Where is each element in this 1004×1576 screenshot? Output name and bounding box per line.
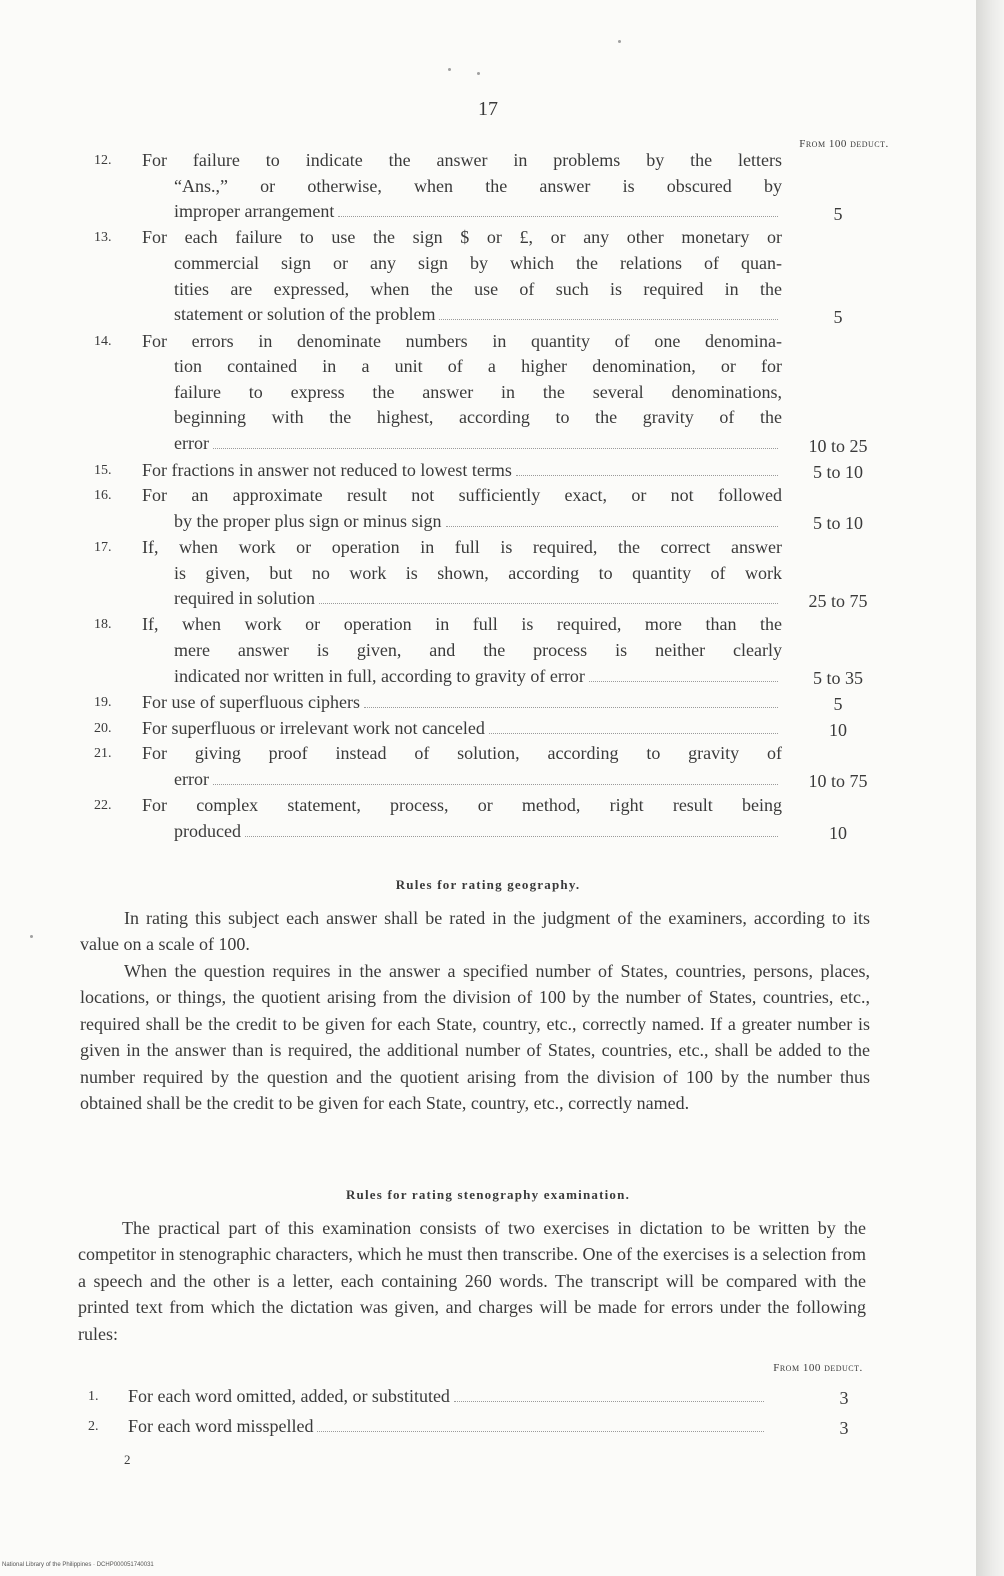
deduction-value: 5 to 10 bbox=[812, 513, 863, 534]
dot-leader bbox=[489, 733, 778, 734]
rule-text-line: required in solution bbox=[174, 588, 315, 609]
rule-text-line: beginning with the highest, according to the gravity of the bbox=[174, 407, 782, 428]
rule-item bbox=[94, 483, 886, 535]
rule-text-line: For each word misspelled bbox=[128, 1416, 314, 1436]
deduction-value: 3 bbox=[839, 1418, 849, 1438]
rule-number: 15. bbox=[94, 462, 112, 478]
rule-item bbox=[94, 535, 886, 612]
rule-text-line: failure to express the answer in the several denominations, bbox=[174, 381, 782, 402]
rule-text-line: indicated nor written in full, according to gravity of error bbox=[174, 665, 585, 686]
dot-leader bbox=[245, 836, 778, 837]
dot-leader bbox=[589, 681, 778, 682]
rule-number: 1. bbox=[88, 1389, 99, 1404]
signature-mark: 2 bbox=[124, 1452, 131, 1467]
deduction-value: 5 bbox=[833, 693, 843, 714]
stenography-paragraph: The practical part of this examination consists of two exercises in dictation to be written by the competitor in stenographic characters, which he must then transcribe. One of the exercises is a selection from a speech and the other is a letter, each containing 260 words. The transcript will be compared with the printed text from which the dictation was given, and charges will be made for errors under the following rules: bbox=[78, 1218, 866, 1344]
dot-leader bbox=[364, 707, 778, 708]
rule-number: 17. bbox=[94, 540, 112, 555]
geography-paragraph-1: In rating this subject each answer shall be rated in the judgment of the examiners, according to its value on a scale of 100. bbox=[80, 908, 870, 955]
rule-item bbox=[94, 612, 886, 689]
rule-text-line: For an approximate result not sufficiently exact, or not followed bbox=[142, 485, 782, 506]
deduction-value: 10 bbox=[829, 822, 847, 843]
dot-leader bbox=[338, 216, 778, 217]
rule-number: 21. bbox=[94, 746, 112, 762]
deduction-value: 10 to 25 bbox=[808, 435, 868, 456]
column-header: From 100 deduct. bbox=[799, 138, 889, 150]
rule-number: 2. bbox=[88, 1419, 99, 1434]
rule-item bbox=[94, 690, 886, 716]
rule-text-line: If, when work or operation in full is required, more than the bbox=[142, 614, 782, 635]
dot-leader bbox=[319, 603, 778, 604]
rule-text-line: For giving proof instead of solution, according to gravity of bbox=[142, 743, 782, 764]
rule-number: 12. bbox=[94, 153, 112, 168]
rule-text-line: For fractions in answer not reduced to lowest terms bbox=[142, 459, 512, 480]
rule-number: 14. bbox=[94, 333, 112, 349]
rule-text-line: produced bbox=[174, 820, 241, 841]
rule-text-line: For use of superfluous ciphers bbox=[142, 691, 360, 712]
geography-paragraph-2: When the question requires in the answer a specified number of States, countries, persons, places, locations, or things, the quotient arising from the division of 100 by the number of States, countries, etc., required shall be the credit to be given for each State, country, etc., correctly named. If a greater number is given in the answer than is required, the additional number of States, countries, etc., shall be added to the number required by the question and the quotient arising from the division of 100 by the number thus obtained shall be the credit to be given for each State, country, etc., correctly named. bbox=[80, 961, 870, 1114]
rule-text-line: For failure to indicate the answer in problems by the letters bbox=[142, 150, 782, 170]
rule-text-line: error bbox=[174, 768, 209, 789]
dot-leader bbox=[317, 1431, 764, 1432]
rule-text-line: For each failure to use the sign $ or £, or any other monetary or bbox=[142, 227, 782, 248]
paper-speck bbox=[618, 40, 621, 43]
rule-text-line: mere answer is given, and the process is neither clearly bbox=[174, 639, 782, 660]
rule-item bbox=[88, 1384, 864, 1410]
rule-number: 20. bbox=[94, 720, 112, 736]
deduction-value: 3 bbox=[839, 1388, 849, 1408]
paper-speck bbox=[448, 68, 451, 71]
deduction-value: 5 to 10 bbox=[812, 461, 863, 482]
dot-leader bbox=[213, 448, 778, 449]
paper-speck bbox=[477, 72, 480, 75]
rule-item bbox=[94, 458, 886, 484]
dot-leader bbox=[454, 1401, 764, 1402]
stenography-section-title: Rules for rating stenography examination. bbox=[345, 1187, 631, 1202]
rule-text-line: For superfluous or irrelevant work not canceled bbox=[142, 717, 485, 738]
deduction-value: 5 to 35 bbox=[812, 667, 863, 688]
dot-leader bbox=[213, 784, 778, 785]
deduction-value: 5 bbox=[833, 306, 843, 327]
page-edge-shadow bbox=[976, 0, 1004, 1576]
rule-text-line: is given, but no work is shown, according to quantity of work bbox=[174, 562, 782, 583]
deduction-value: 25 to 75 bbox=[808, 590, 868, 611]
rule-item bbox=[94, 741, 886, 793]
rule-text-line: For each word omitted, added, or substituted bbox=[128, 1386, 450, 1406]
rule-text-line: For errors in denominate numbers in quantity of one denomina- bbox=[142, 330, 782, 351]
rule-item bbox=[94, 793, 886, 845]
rule-number: 16. bbox=[94, 488, 112, 504]
credit-line: National Library of the Philippines · DCHP000051740031 bbox=[2, 1562, 154, 1568]
rule-text-line: tion contained in a unit of a higher denomination, or for bbox=[174, 356, 782, 377]
geography-section-title: Rules for rating geography. bbox=[395, 877, 581, 892]
rule-text-line: If, when work or operation in full is required, the correct answer bbox=[142, 537, 782, 557]
rule-item bbox=[94, 148, 886, 225]
paper-speck bbox=[30, 935, 33, 938]
rule-item bbox=[94, 329, 886, 458]
deduction-value: 5 bbox=[833, 203, 843, 224]
rule-text-line: statement or solution of the problem bbox=[174, 304, 436, 325]
deduction-value: 10 to 75 bbox=[808, 771, 868, 792]
rule-text-line: “Ans.,” or otherwise, when the answer is obscured by bbox=[174, 175, 782, 196]
rule-item bbox=[94, 716, 886, 742]
page-number: 17 bbox=[478, 98, 498, 120]
rule-number: 19. bbox=[94, 694, 112, 710]
dot-leader bbox=[516, 475, 778, 476]
rule-text-line: commercial sign or any sign by which the relations of quan- bbox=[174, 252, 782, 273]
rule-item bbox=[88, 1414, 864, 1440]
rule-number: 13. bbox=[94, 230, 112, 246]
rule-text-line: by the proper plus sign or minus sign bbox=[174, 510, 442, 531]
dot-leader bbox=[439, 319, 778, 320]
deduction-value: 10 bbox=[829, 719, 847, 740]
stenography-column-header: From 100 deduct. bbox=[773, 1362, 863, 1374]
rule-text-line: For complex statement, process, or method, right result being bbox=[142, 795, 782, 815]
dot-leader bbox=[446, 526, 779, 527]
rule-text-line: error bbox=[174, 432, 209, 453]
rule-number: 22. bbox=[94, 798, 112, 813]
rule-text-line: tities are expressed, when the use of such is required in the bbox=[174, 278, 782, 299]
rule-text-line: improper arrangement bbox=[174, 201, 335, 222]
rule-item bbox=[94, 225, 886, 328]
rule-number: 18. bbox=[94, 617, 112, 633]
